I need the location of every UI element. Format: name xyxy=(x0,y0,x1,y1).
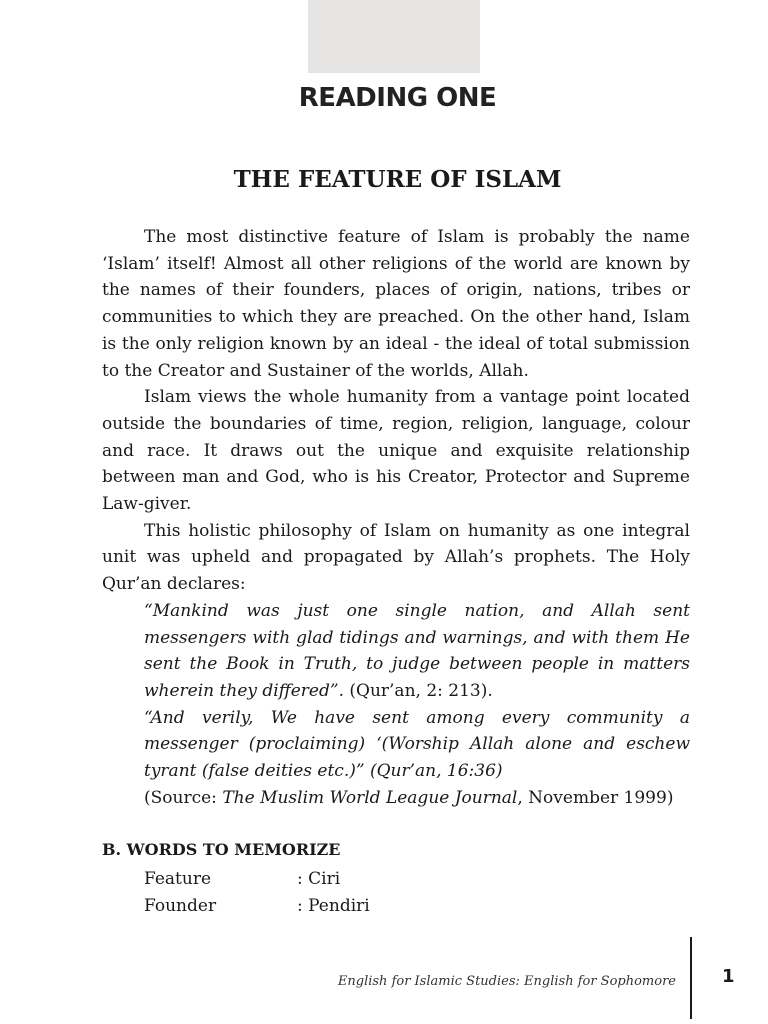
page-title: THE FEATURE OF ISLAM xyxy=(233,166,562,193)
source-suffix: , November 1999) xyxy=(517,787,674,808)
header-tab-block xyxy=(308,0,480,73)
source-citation xyxy=(144,785,690,812)
source-title: The Muslim World League Journal xyxy=(222,787,518,808)
vocabulary-term: Founder xyxy=(144,895,217,916)
quote-1 xyxy=(144,598,690,705)
quote-1-text: “Mankind was just one single nation, and Allah sent messengers with glad tidings and warnings, and with them He sent the Book in Truth, to judge between people in matters wherein they differed”. xyxy=(144,600,690,701)
vocabulary-item xyxy=(144,893,370,920)
paragraph-2: Islam views the whole humanity from a vantage point located outside the boundaries of time, region, religion, language, colour and race. It draws out the unique and exquisite relationship between man and God, who is his Creator, Protector and Supreme Law-giver. xyxy=(102,387,690,515)
words-section-heading: B. WORDS TO MEMORIZE xyxy=(102,840,341,859)
page-number: 1 xyxy=(722,966,735,987)
vocabulary-meaning: : Pendiri xyxy=(297,895,370,916)
reading-body xyxy=(102,224,690,811)
vocabulary-list xyxy=(144,866,370,919)
footer-book-title: English for Islamic Studies: English for Sophomore xyxy=(337,974,676,989)
paragraph-3: This holistic philosophy of Islam on humanity as one integral unit was upheld and propagated by Allah’s prophets. The Holy Qur’an declares: xyxy=(102,520,690,595)
quote-1-reference: (Qur’an, 2: 213). xyxy=(343,680,493,701)
quote-2: “And verily, We have sent among every community a messenger (proclaiming) ‘(Worship Allah alone and eschew tyrant (false deities etc.)” (Qur’an, 16:36) xyxy=(144,707,690,782)
vocabulary-meaning: : Ciri xyxy=(297,869,341,889)
quote-block xyxy=(102,598,690,812)
vocabulary-item xyxy=(144,866,370,893)
source-prefix: (Source: xyxy=(144,787,223,808)
paragraph-1: The most distinctive feature of Islam is probably the name ‘Islam’ itself! Almost all other religions of the world are known by the names of their founders, places of origin, nations, tribes or communities to which they are preached. On the other hand, Islam is the only religion known by an ideal - the ideal of total submission to the Creator and Sustainer of the worlds, Allah. xyxy=(102,227,690,381)
reading-label: READING ONE xyxy=(298,83,497,113)
vocabulary-term: Feature xyxy=(144,869,212,889)
footer-divider xyxy=(690,937,692,1019)
